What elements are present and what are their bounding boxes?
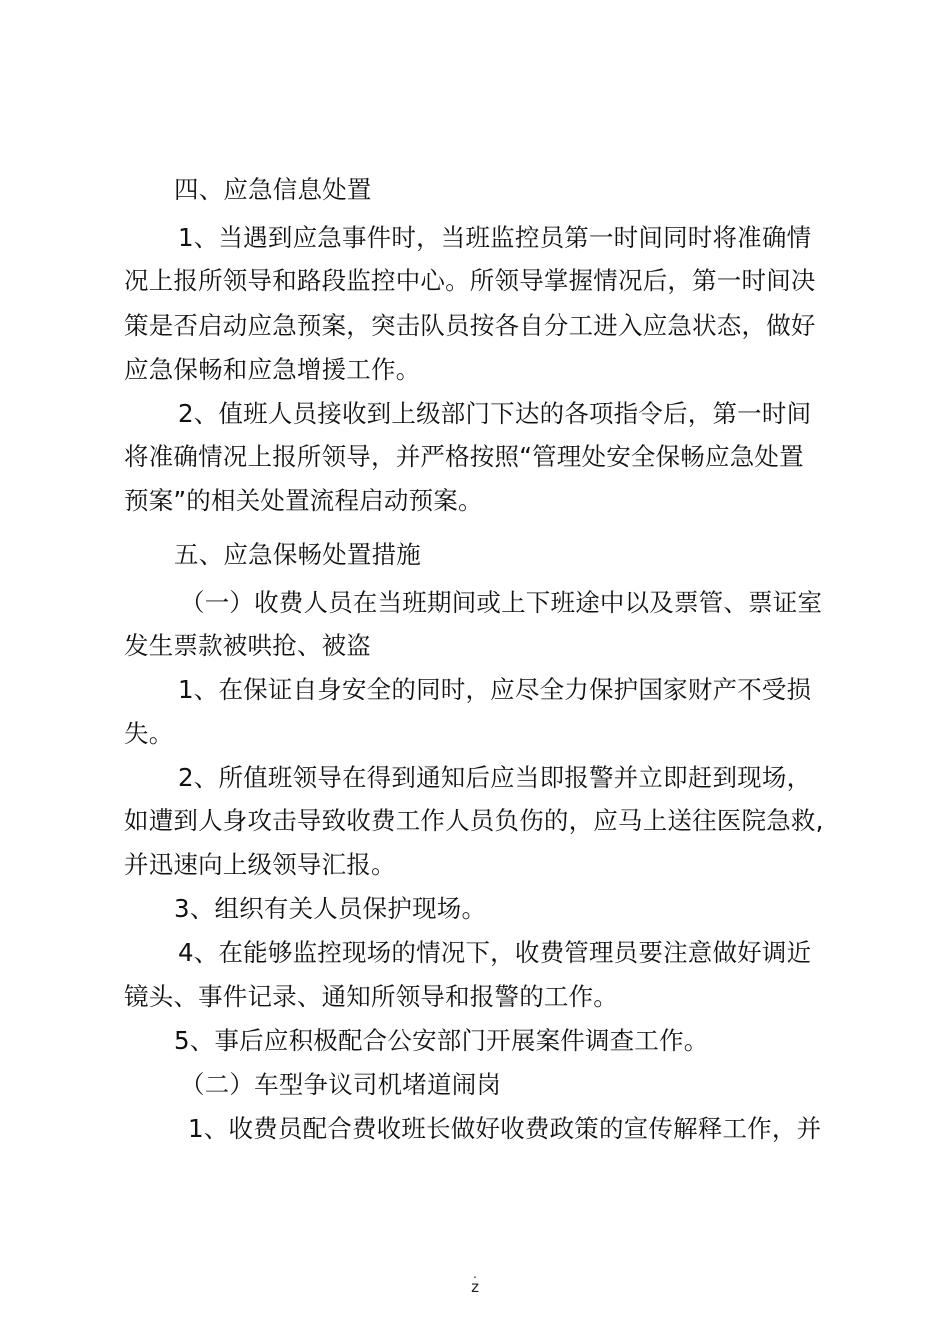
subsection-heading-1: （一）收费人员在当班期间或上下班途中以及票管、票证室 <box>180 588 823 617</box>
paragraph-line: 3、组织有关人员保护现场。 <box>174 894 487 923</box>
paragraph-line: 发生票款被哄抢、被盗 <box>124 631 371 660</box>
paragraph-line: 将准确情况上报所领导，并严格按照“管理处安全保畅应急处置 <box>124 442 804 471</box>
paragraph-line: 2、所值班领导在得到通知后应当即报警并立即赶到现场， <box>178 763 812 792</box>
paragraph-line: 1、当遇到应急事件时，当班监控员第一时间同时将准确情 <box>178 223 812 252</box>
paragraph-line: 预案”的相关处置流程启动预案。 <box>124 486 483 515</box>
paragraph-line: 镜头、事件记录、通知所领导和报警的工作。 <box>124 982 618 1011</box>
paragraph-line: 并迅速向上级领导汇报。 <box>124 850 396 879</box>
footer-mark: z <box>471 1278 479 1296</box>
section-heading-4: 四、应急信息处置 <box>174 175 372 204</box>
paragraph-line: 4、在能够监控现场的情况下，收费管理员要注意做好调近 <box>178 938 812 967</box>
footer-dot: . <box>473 1267 477 1281</box>
paragraph-line: 策是否启动应急预案，突击队员按各自分工进入应急状态，做好 <box>124 311 816 340</box>
paragraph-line: 1、在保证自身安全的同时，应尽全力保护国家财产不受损 <box>178 675 812 704</box>
paragraph-line: 况上报所领导和路段监控中心。所领导掌握情况后，第一时间决 <box>124 266 816 295</box>
paragraph-line: 应急保畅和应急增援工作。 <box>124 355 421 384</box>
subsection-heading-2: （二）车型争议司机堵道闹岗 <box>180 1070 502 1099</box>
paragraph-line: 5、事后应积极配合公安部门开展案件调查工作。 <box>174 1026 709 1055</box>
paragraph-line: 如遭到人身攻击导致收费工作人员负伤的，应马上送往医院急救, <box>124 806 824 835</box>
paragraph-line: 失。 <box>124 719 174 748</box>
section-heading-5: 五、应急保畅处置措施 <box>174 540 421 569</box>
paragraph-line: 2、值班人员接收到上级部门下达的各项指令后，第一时间 <box>178 399 812 428</box>
paragraph-line: 1、收费员配合费收班长做好收费政策的宣传解释工作，并 <box>188 1114 822 1143</box>
